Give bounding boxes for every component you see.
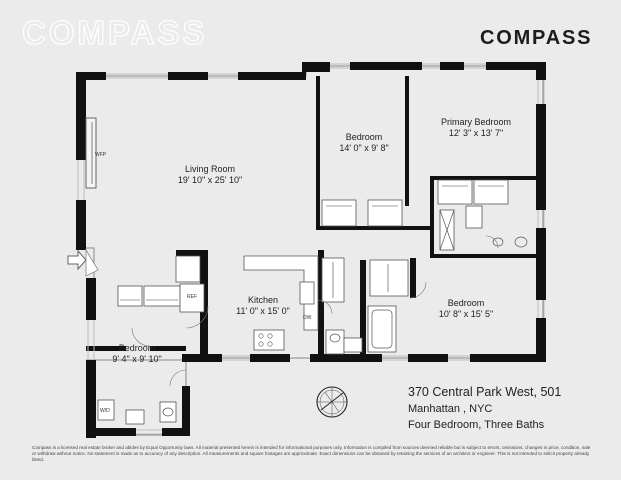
compass-logo: COMPASS	[480, 27, 593, 49]
living-room-label	[160, 164, 260, 186]
dishwasher-tag: DW	[303, 315, 312, 321]
room-dimensions: 14' 0" x 9' 8"	[339, 143, 389, 153]
room-dimensions: 11' 0" x 15' 0"	[236, 306, 290, 316]
bedroom-b-label	[426, 298, 506, 320]
north-arrow-icon	[317, 387, 347, 417]
listing-address: 370 Central Park West, 501	[408, 385, 562, 399]
bedroom-a-label	[322, 132, 406, 154]
room-name: Bedroom	[118, 343, 156, 353]
room-dimensions: 12' 3" x 13' 7"	[448, 128, 504, 138]
primary-bedroom-label	[426, 117, 526, 139]
fireplace-tag: WFP	[95, 152, 107, 158]
room-dimensions: 19' 10" x 25' 10"	[177, 175, 243, 185]
room-name: Bedroom	[345, 132, 383, 142]
listing-location: Manhattan , NYC	[408, 403, 493, 415]
kitchen-label	[228, 295, 298, 317]
listing-summary: Four Bedroom, Three Baths	[408, 419, 545, 431]
room-dimensions: 10' 8" x 15' 5"	[438, 309, 494, 319]
bedroom-c-label	[100, 343, 174, 365]
room-name: Living Room	[184, 164, 236, 174]
room-name: Bedroom	[447, 298, 485, 308]
room-name: Primary Bedroom	[440, 117, 512, 127]
washer-dryer-tag: W/D	[100, 408, 110, 414]
refrigerator-tag: REF	[187, 294, 197, 300]
legal-disclaimer: Compass is a licensed real estate broker and abides by Equal Opportunity laws. All material presented herein is intended for informational purposes only. Information is compiled from sources deemed reliable but is subject to errors, omissions, changes in price, condition, sale or withdraw without notice. No statement is made as to accuracy of any description. All measurements and square footages are approximate. Exact dimensions can be obtained by retaining the services of an architect or engineer. This is not intended to solicit property already listed.	[32, 445, 591, 462]
watermark-logo: COMPASS	[22, 14, 208, 51]
room-name: Kitchen	[247, 295, 279, 305]
room-dimensions: 9' 4" x 9' 10"	[112, 354, 162, 364]
